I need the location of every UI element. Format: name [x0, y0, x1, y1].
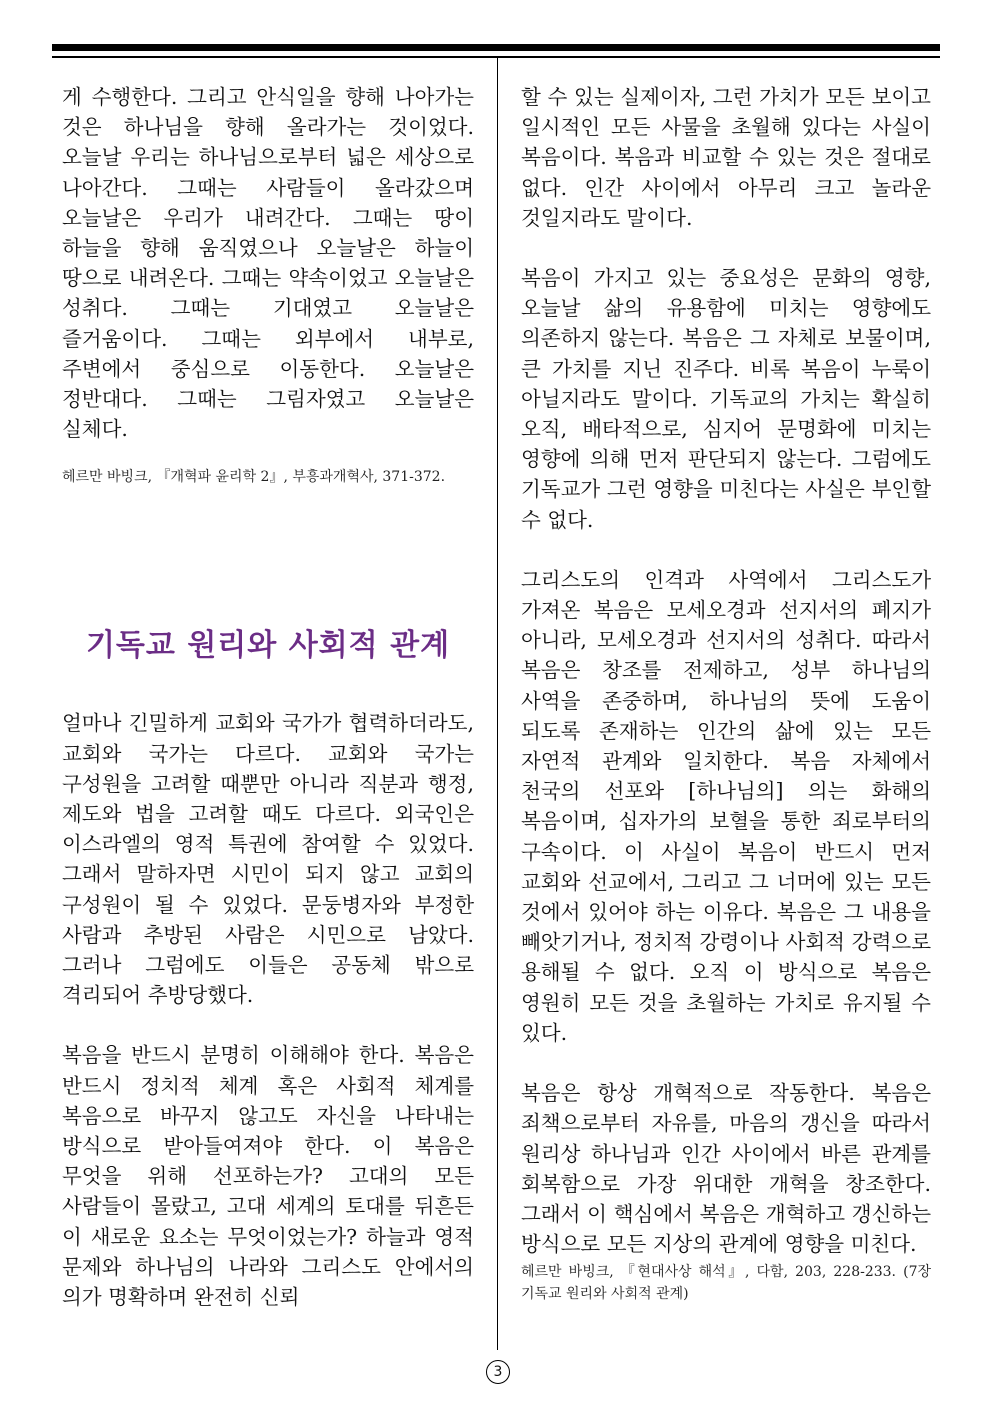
column-divider [497, 58, 498, 1350]
page-number: 3 [486, 1360, 510, 1384]
right-column [521, 60, 931, 1305]
right-paragraph-2: 복음이 가지고 있는 중요성은 문화의 영향, 오늘날 삶의 유용함에 미치는 영향에도 의존하지 않는다. 복음은 그 자체로 보물이며, 큰 가치를 지닌 진주다. 비록 복음이 누룩이 아닐지라도 말이다. 기독교의 가치는 확실히 오직, 배타적으로, 심지어 문명화에 미치는 영향에 의해 먼저 판단되지 않는다. 그럼에도 기독교가 그런 영향을 미친다는 사실은 부인할 수 없다. [521, 266, 931, 532]
right-citation: 헤르만 바빙크, 『현대사상 해석』, 다함, 203, 228-233. (7장 기독교 원리와 사회적 관계) [521, 1264, 931, 1303]
right-paragraph-3: 그리스도의 인격과 사역에서 그리스도가 가져온 복음은 모세오경과 선지서의 폐지가 아니라, 모세오경과 선지서의 성취다. 따라서 복음은 창조를 전제하고, 성부 하나님의 사역을 존중하며, 하나님의 뜻에 도움이 되도록 존재하는 인간의 삶에 있는 모든 자연적 관계와 일치한다. 복음 자체에서 천국의 선포와 [하나님의] 의는 화해의 복음이며, 십자가의 보혈을 통한 죄로부터의 구속이다. 이 사실이 복음이 반드시 먼저 교회와 선교에서, 그리고 그 너머에 있는 모든 것에서 있어야 하는 이유다. 복음은 그 내용을 빼앗기거나, 정치적 강령이나 사회적 강력으로 용해될 수 없다. 오직 이 방식으로 복음은 영원히 모든 것을 초월하는 가치로 유지될 수 있다. [521, 567, 931, 1045]
left-paragraph-3: 복음을 반드시 분명히 이해해야 한다. 복음은 반드시 정치적 체계 혹은 사회적 체계를 복음으로 바꾸지 않고도 자신을 나타내는 방식으로 받아들여져야 한다. 이 복음은 무엇을 위해 선포하는가? 고대의 모든 사람들이 몰랐고, 고대 세계의 토대를 뒤흔든 이 새로운 요소는 무엇이었는가? 하늘과 영적 문제와 하나님의 나라와 그리스도 안에서의 의가 명확하며 완전히 신뢰 [62, 1043, 474, 1310]
section-heading: 기독교 원리와 사회적 관계 [85, 628, 451, 664]
header-rule-thick [52, 44, 940, 51]
left-column [62, 60, 474, 1312]
left-paragraph-1: 게 수행한다. 그리고 안식일을 향해 나아가는 것은 하나님을 향해 올라가는 것이었다. 오늘날 우리는 하나님으로부터 넓은 세상으로 나아간다. 그때는 사람들이 올라갔으며 오늘날은 우리가 내려간다. 그때는 땅이 하늘을 향해 움직였으나 오늘날은 하늘이 땅으로 내려온다. 그때는 약속이었고 오늘날은 성취다. 그때는 기대였고 오늘날은 즐거움이다. 그때는 외부에서 내부로, 주변에서 중심으로 이동한다. 오늘날은 정반대다. 그때는 그림자였고 오늘날은 실체다. [62, 85, 474, 442]
right-paragraph-4: 복음은 항상 개혁적으로 작동한다. 복음은 죄책으로부터 자유를, 마음의 갱신을 따라서 원리상 하나님과 인간 사이에서 바른 관계를 회복함으로 가장 위대한 개혁을 창조한다. 그래서 이 핵심에서 복음은 개혁하고 갱신하는 방식으로 모든 지상의 관계에 영향을 미친다. [521, 1081, 931, 1257]
left-paragraph-2: 얼마나 긴밀하게 교회와 국가가 협력하더라도, 교회와 국가는 다르다. 교회와 국가는 구성원을 고려할 때뿐만 아니라 직분과 행정, 제도와 법을 고려할 때도 다르다. 외국인은 이스라엘의 영적 특권에 참여할 수 있었다. 그래서 말하자면 시민이 되지 않고 교회의 구성원이 될 수 있었다. 문둥병자와 부정한 사람과 추방된 사람은 시민으로 남았다. 그러나 그럼에도 이들은 공동체 밖으로 격리되어 추방당했다. [62, 711, 474, 1008]
left-citation: 헤르만 바빙크, 『개혁파 윤리학 2』, 부흥과개혁사, 371-372. [62, 469, 446, 486]
header-rule-thin [52, 56, 940, 58]
right-paragraph-1: 할 수 있는 실제이자, 그런 가치가 모든 보이고 일시적인 모든 사물을 초월해 있다는 사실이 복음이다. 복음과 비교할 수 있는 것은 절대로 없다. 인간 사이에서 아무리 크고 놀라운 것일지라도 말이다. [521, 85, 931, 230]
